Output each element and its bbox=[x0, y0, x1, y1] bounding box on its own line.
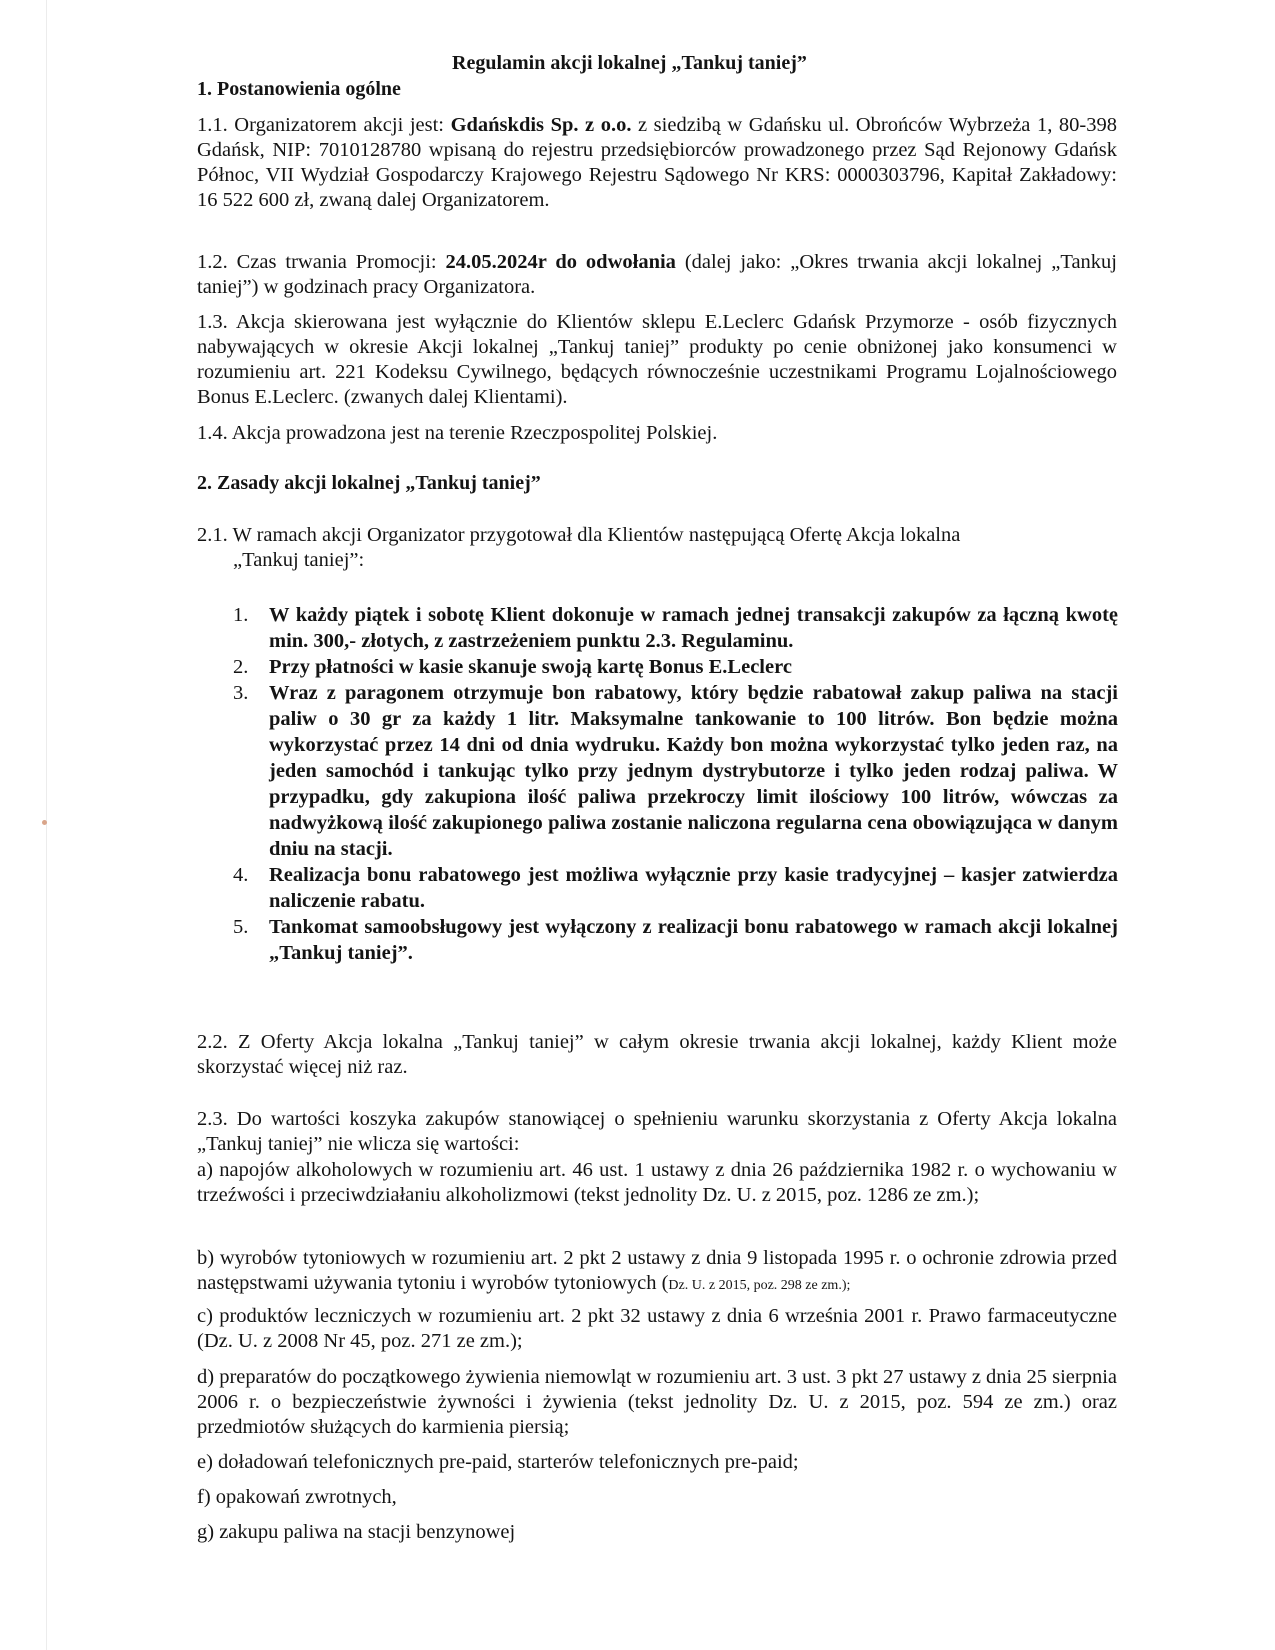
exclusion-f: f) opakowań zwrotnych, bbox=[197, 1486, 397, 1508]
paragraph-1-3: 1.3. Akcja skierowana jest wyłącznie do Klientów sklepu E.Leclerc Gdańsk Przymorze - osób fizycznych nabywających w okresie Akcji lokalnej „Tankuj taniej” produkty po cenie obniżonej jako konsumenci w rozumieniu art. 221 Kodeksu Cywilnego, będących równocześnie uczestnikami Programu Lojalnościowego Bonus E.Leclerc. (zwanych dalej Klientami). bbox=[197, 311, 1117, 408]
exclusion-g: g) zakupu paliwa na stacji benzynowej bbox=[197, 1521, 516, 1543]
exclusion-a: a) napojów alkoholowych w rozumieniu art. 46 ust. 1 ustawy z dnia 26 października 1982 r. o wychowaniu w trzeźwości i przeciwdziałaniu alkoholizmowi (tekst jednolity Dz. U. z 2015, poz. 1286 ze zm.); bbox=[197, 1159, 1117, 1206]
paragraph-2-3: 2.3. Do wartości koszyka zakupów stanowiącej o spełnieniu warunku skorzystania z Oferty Akcja lokalna „Tankuj taniej” nie wlicza się wartości: bbox=[197, 1108, 1117, 1155]
paragraph-2-1: 2.1. W ramach akcji Organizator przygotował dla Klientów następującą Ofertę Akcja lokalna „Tankuj taniej”: bbox=[197, 524, 961, 571]
offer-condition-item: 5. Tankomat samoobsługowy jest wyłączony z realizacji bonu rabatowego w ramach akcji lokalnej „Tankuj taniej”. bbox=[233, 916, 1118, 964]
paragraph-1-2: 1.2. Czas trwania Promocji: 24.05.2024r do odwołania (dalej jako: „Okres trwania akcji lokalnej „Tankuj taniej”) w godzinach pracy Organizatora. bbox=[197, 251, 1117, 298]
paragraph-1-1: 1.1. Organizatorem akcji jest: Gdańskdis Sp. z o.o. z siedzibą w Gdańsku ul. Obrońców Wybrzeża 1, 80-398 Gdańsk, NIP: 7010128780 wpisaną do rejestru przedsiębiorców prowadzonego przez Sąd Rejonowy Gdańsk Północ, VII Wydział Gospodarczy Krajowego Rejestru Sądowego Nr KRS: 0000303796, Kapitał Zakładowy: 16 522 600 zł, zwaną dalej Organizatorem. bbox=[197, 114, 1117, 211]
section-1-heading: 1. Postanowienia ogólne bbox=[197, 78, 401, 100]
offer-conditions-list bbox=[233, 602, 1118, 966]
offer-condition-item: 2. Przy płatności w kasie skanuje swoją kartę Bonus E.Leclerc bbox=[233, 656, 792, 678]
offer-condition-item: 4. Realizacja bonu rabatowego jest możliwa wyłącznie przy kasie tradycyjnej – kasjer zatwierdza naliczenie rabatu. bbox=[233, 864, 1118, 912]
offer-condition-item: 1. W każdy piątek i sobotę Klient dokonuje w ramach jednej transakcji zakupów za łączną kwotę min. 300,- złotych, z zastrzeżeniem punktu 2.3. Regulaminu. bbox=[233, 604, 1118, 652]
exclusion-d: d) preparatów do początkowego żywienia niemowląt w rozumieniu art. 3 ust. 3 pkt 27 ustawy z dnia 25 sierpnia 2006 r. o bezpieczeństwie żywności i żywienia (tekst jednolity Dz. U. z 2015, poz. 594 ze zm.) oraz przedmiotów służących do karmienia piersią; bbox=[197, 1366, 1117, 1438]
offer-condition-item: 3. Wraz z paragonem otrzymuje bon rabatowy, który będzie rabatował zakup paliwa na stacji paliw o 30 gr za każdy 1 litr. Maksymalne tankowanie to 100 litrów. Bon będzie można wykorzystać przez 14 dni od dnia wydruku. Każdy bon można wykorzystać tylko jeden raz, na jeden samochód i tankując tylko przy jednym dystrybutorze i tylko jeden rodzaj paliwa. W przypadku, gdy zakupiona ilość paliwa przekroczy limit ilościowy 100 litrów, wówczas za nadwyżkową ilość zakupionego paliwa zostanie naliczona regularna cena obowiązująca w danym dniu na stacji. bbox=[233, 682, 1118, 860]
exclusion-b: b) wyrobów tytoniowych w rozumieniu art. 2 pkt 2 ustawy z dnia 9 listopada 1995 r. o ochronie zdrowia przed następstwami używania tytoniu i wyrobów tytoniowych (Dz. U. z 2015, poz. 298 ze zm.); bbox=[197, 1247, 1117, 1294]
scan-speck bbox=[42, 820, 47, 825]
section-2-heading: 2. Zasady akcji lokalnej „Tankuj taniej” bbox=[197, 472, 541, 494]
promotion-dates: 24.05.2024r do odwołania bbox=[445, 251, 676, 273]
exclusion-c: c) produktów leczniczych w rozumieniu art. 2 pkt 32 ustawy z dnia 6 września 2001 r. Prawo farmaceutyczne (Dz. U. z 2008 Nr 45, poz. 271 ze zm.); bbox=[197, 1305, 1117, 1352]
scan-edge-line bbox=[46, 0, 47, 1650]
document-title: Regulamin akcji lokalnej „Tankuj taniej” bbox=[452, 52, 807, 74]
paragraph-2-2: 2.2. Z Oferty Akcja lokalna „Tankuj taniej” w całym okresie trwania akcji lokalnej, każdy Klient może skorzystać więcej niż raz. bbox=[197, 1031, 1117, 1078]
organizer-name: Gdańskdis Sp. z o.o. bbox=[450, 114, 632, 136]
paragraph-1-4: 1.4. Akcja prowadzona jest na terenie Rzeczpospolitej Polskiej. bbox=[197, 422, 718, 444]
exclusion-e: e) doładowań telefonicznych pre-paid, starterów telefonicznych pre-paid; bbox=[197, 1451, 799, 1473]
